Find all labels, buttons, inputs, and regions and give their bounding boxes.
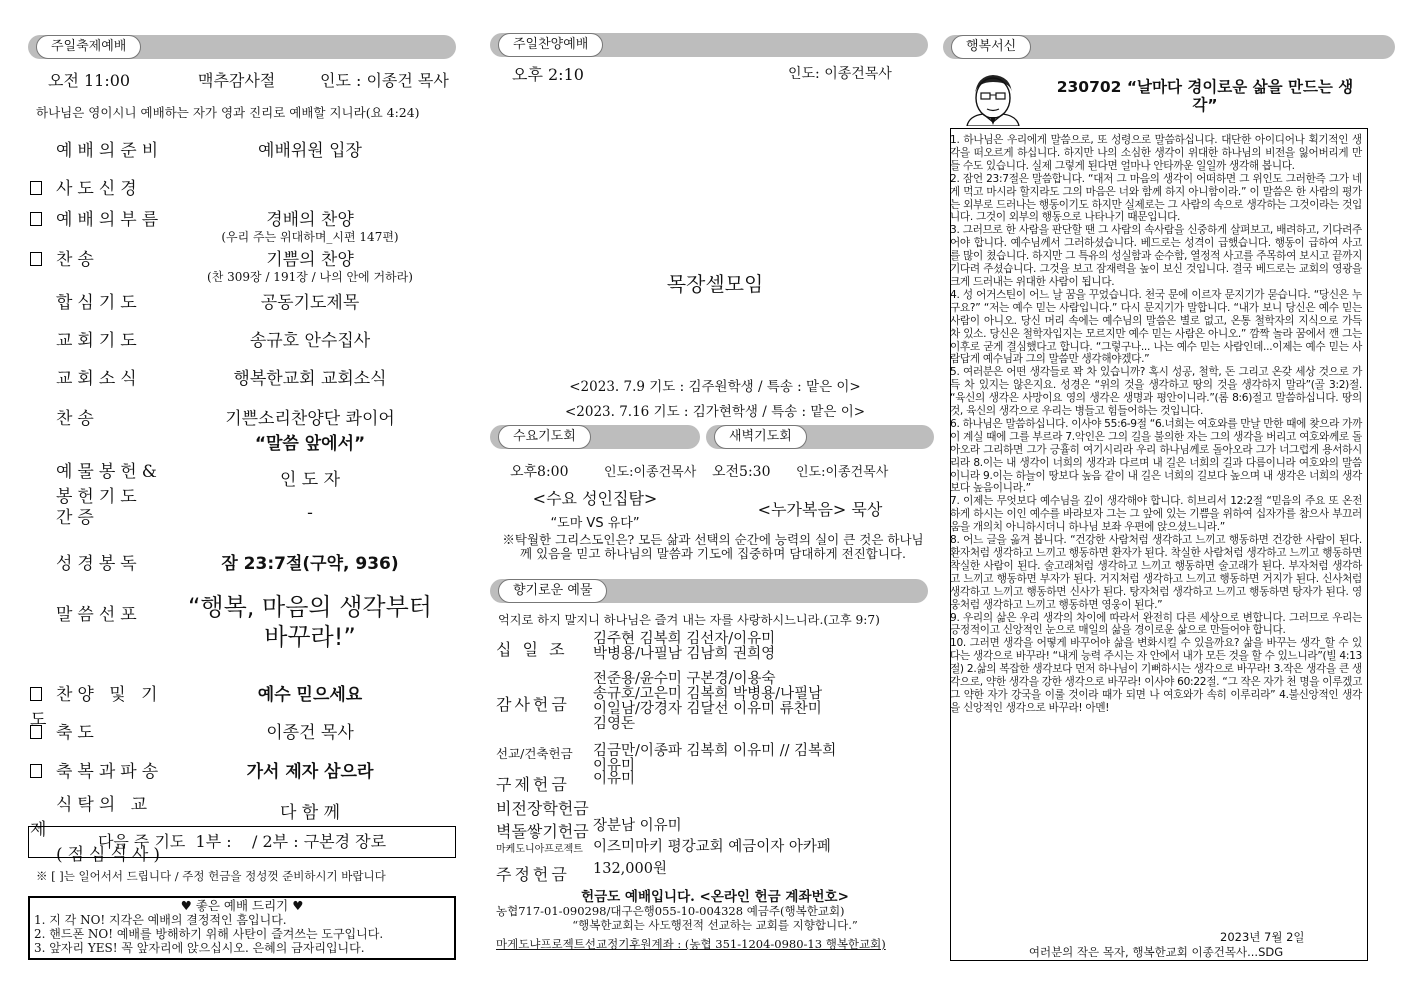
- section-tab-label: 행복서신: [951, 35, 1031, 59]
- offering-verse: 억지로 하지 말지니 하나님은 즐겨 내는 자를 사랑하시느니라.(고후 9:7): [498, 613, 880, 627]
- worship-order-value: [180, 503, 440, 523]
- worship-order-value-text: 행복한교회 교회소식: [233, 369, 387, 389]
- dawn-tab-bar: [706, 425, 934, 449]
- letter-paragraph: 8. 어느 글을 옮겨 봅니다. “건강한 사람처럼 생각하고 느끼고 행동하면 건강한 사람이 된다. 환자처럼 생각하고 느끼고 행동하면 환자가 된다. 착실한 사람처럼 생각하고 느끼고 행동하면 착실한 사람이 된다. 술고래처럼 생각하고 느끼고 행동하면 술고래가 된다. 부자처럼 생각하고 느끼고 행동하면 부자가 된다. 거지처럼 생각하고 느끼고 행동하면 거지가 된다. 신사처럼 생각하고 느끼고 행동하면 신사가 된다. 탕자처럼 생각하고 느끼고 행동하면 탕자가 된다. 영웅처럼 생각하고 느끼고 행동하면 영웅이 된다.”: [950, 534, 1362, 611]
- letter-paragraph: 4. 성 어거스틴이 어느 날 꿈을 꾸었습니다. 천국 문에 이르자 문지기가 묻습니다. “당신은 누구요?” “저는 예수 믿는 사람입니다.” 다시 문지기가 말합니다. “내가 보니 당신은 예수 믿는 사람이 아니오. 당신 머리 속에는 예수님의 말씀은 별로 없고, 온통 철학자의 지식으로 가득 차 있소. 당신은 철학자입지는 모르지만 예수 믿는 사람은 아니오.” 깜짝 놀라 꿈에서 깬 그는 이후로 굳게 결심했다고 합니다. “그렇구나... 나는 예수 믿는 사람인데...이제는 예수 믿는 사람답게 예수님과 그의 말씀만 생각해야겠다.”: [950, 288, 1362, 366]
- worship-order-label: [30, 288, 170, 313]
- worship-order-value: [180, 592, 440, 652]
- worship-order-label-text: 사도신경: [56, 179, 142, 199]
- prayer-note: ※탁월한 그리스도인은? 모든 삶과 선택의 순간에 능력의 실이 큰 것은 하나님께 있음을 믿고 하나님의 말씀과 기도에 집중하며 담대하게 전진합니다.: [502, 532, 924, 561]
- afternoon-leader: 인도: 이종건목사: [788, 66, 892, 82]
- offering-names: 김주현 김복희 김선자/이유미 박병용/나필남 김남희 권희영: [593, 631, 776, 662]
- worship-order-value-text: 경배의 찬양: [266, 210, 354, 230]
- worship-order-label-text: 찬양 및 기도: [30, 685, 163, 730]
- worship-order-label-text: 식탁의 교제: [30, 795, 153, 840]
- worship-order-value-text: 인 도 자: [279, 470, 341, 490]
- wed-title: <수요 성인집탐>: [532, 489, 658, 508]
- wed-leader: 인도:이종건목사: [604, 465, 697, 480]
- worship-order-label-text: 찬송: [56, 409, 99, 429]
- good-worship-line-2: 2. 핸드폰 NO! 예배를 방해하기 위해 사탄이 즐겨쓰는 도구입니다.: [34, 927, 384, 941]
- offering-names: 김금만/이종파 김복희 이유미 // 김복희 이유미: [593, 743, 837, 774]
- section-tab-bar: [943, 35, 1395, 59]
- letter-title: 230702 “날마다 경이로운 삶을 만드는 생각”: [1056, 78, 1354, 114]
- letter-paragraph: 6. 하나님은 말씀하십니다. 이사야 55:6-9절 “6.너희는 여호와를 만날 만한 때에 찾으라 가까이 계실 때에 그를 부르라 7.악인은 그의 길을 불의한 자는 그의 생각을 버리고 여호와께로 돌아오라 그리하면 그가 긍휼히 여기시리라 우리 하나님께로 돌아오라 그가 너그럽게 용서하시리라 8.이는 내 생각이 너희의 생각과 다르며 내 길은 너희의 길과 다름이니라 여호와의 말씀이니라 9.이는 하늘이 땅보다 높음 같이 내 길은 너희의 길보다 높으며 내 생각은 너희의 생각보다 높음이니라.”: [950, 417, 1362, 495]
- worship-order-value-text: 공동기도제목: [260, 293, 360, 313]
- schedule-line-1: <2023. 7.9 기도 : 김주원학생 / 특송 : 맡은 이>: [569, 379, 861, 395]
- offering-tab-bar: [490, 579, 928, 603]
- offering-names: 장분남 이유미: [593, 818, 682, 834]
- section-tab-bar: [28, 35, 456, 59]
- worship-order-value-text: “행복, 마음의 생각부터: [188, 593, 432, 621]
- afternoon-time: 오후 2:10: [512, 65, 584, 84]
- letter-paragraph: 10. 그러면 생각을 어떻게 바꾸어야 삶을 변화시킬 수 있을까요? 삶을 바꾸는 생각_할 수 있다는 생각으로 바꾸라! “내게 능력 주시는 자 안에서 내가 모든 것을 할 수 있느니라”(빌 4:13절) 2.삶의 복잡한 생각보다 먼저 하나님이 기뻐하시는 생각으로 바꾸라! 3.작은 생각을 큰 생각으로, 약한 생각을 강한 생각으로 바꾸라! 이사야 60:22절. “그 작은 자가 천 명을 이루겠고 그 약한 자가 강국을 이룰 것이라 때가 되면 나 여호와가 속히 이루리라” 4.불신앙적인 생각을 신앙적인 생각으로 바꾸라! 아멘!: [950, 637, 1362, 714]
- worship-order-label-text: 예배의준비: [56, 141, 164, 161]
- offering-names: 132,000원: [593, 861, 667, 877]
- worship-order-label-line2: (점심식사): [56, 845, 165, 865]
- worship-order-label: [30, 757, 170, 782]
- worship-order-value-text: 잠 23:7절(구약, 936): [221, 554, 399, 574]
- letter-paragraph: 7. 이제는 무엇보다 예수님을 깊이 생각해야 합니다. 히브리서 12:2절 “믿음의 주요 또 온전하게 하시는 이인 예수를 바라보자 그는 그 앞에 있는 기쁨을 위하여 십자가를 참으사 부끄러움을 개의치 아니하시더니 하나님 보좌 우편에 앉으셨느니라.”: [950, 495, 1362, 534]
- worship-order-value: [180, 364, 440, 389]
- worship-order-value: [180, 549, 440, 574]
- worship-order-value-text: -: [307, 503, 313, 523]
- worship-order-value: [180, 136, 440, 161]
- worship-order-label-text: 예물봉헌&: [56, 462, 162, 482]
- letter-paragraph: 3. 그러므로 한 사람을 판단할 땐 그 사람의 속사람을 신중하게 살펴보고, 배려하고, 기다려주어야 합니다. 예수님께서 그러하셨습니다. 베드로는 성격이 급했습니다. 행동이 급하여 사고를 많이 쳤습니다. 하지만 그 특유의 성실함과 순수함, 열정적 사고를 주목하여 보시고 끝까지 기다려 주셨습니다. 그것을 보고 잠재력을 높이 보신 것입니다. 결국 베드로는 교회의 영광을 크게 드러내는 위대한 사람이 됩니다.: [950, 224, 1362, 288]
- standing-box-icon: [30, 181, 42, 195]
- offering-label: 구제헌금: [496, 775, 570, 794]
- worship-order-value-text: 다 함 께: [279, 803, 341, 823]
- worship-order-label: [30, 549, 170, 574]
- worship-order-value-text: 송규호 안수집사: [249, 331, 371, 351]
- online-account: 농협717-01-090298/대구은행055-10-004328 예금주(행복한교회): [496, 904, 845, 918]
- letter-paragraph: 2. 잠언 23:7절은 말씀합니다. “대저 그 마음의 생각이 어떠하면 그 위인도 그러한즉 그가 네게 먹고 마시라 할지라도 그의 마음은 너와 함께 하지 아니함이라.” 이 말씀은 한 사람의 평가는 외부로 드러나는 행동이기도 하지만 실제로는 그 사람의 속으로 생각하는 그것이라는 것입니다. 그것이 외부의 행동으로 나타나기 때문입니다.: [950, 172, 1362, 224]
- cell-meeting-title: 목장셀모임: [666, 272, 764, 296]
- worship-order-label: [30, 718, 170, 743]
- worship-order-label: [30, 136, 170, 161]
- worship-order-value-line2: “말씀 앞에서”: [254, 434, 366, 454]
- worship-order-value: [180, 680, 440, 705]
- worship-order-value: [180, 404, 440, 454]
- worship-order-label-line2: 봉헌기도: [56, 487, 142, 507]
- worship-order-label-text: 성경봉독: [56, 554, 142, 574]
- wed-tab-bar: [490, 425, 700, 449]
- wed-tab-label: 수요기도회: [498, 425, 591, 449]
- standing-note: ※ [ ]는 일어서서 드립니다 / 주정 헌금을 정성껏 준비하시기 바랍니다: [36, 869, 386, 883]
- service-time: 오전 11:00: [48, 71, 131, 90]
- schedule-line-2: <2023. 7.16 기도 : 김가현학생 / 특송 : 맡은 이>: [564, 404, 866, 420]
- worship-order-value: [180, 245, 440, 284]
- good-worship-box: [28, 896, 456, 960]
- worship-order-label: [30, 600, 170, 625]
- worship-order-label-text: 간증: [56, 508, 99, 528]
- good-worship-title: ♥ 좋은 예배 드리기 ♥: [180, 898, 304, 913]
- worship-order-value-text: 기쁜소리찬양단 콰이어: [225, 409, 395, 429]
- service-event: 맥추감사절: [198, 71, 276, 90]
- standing-box-icon: [30, 212, 42, 226]
- next-prayer-box: [28, 826, 456, 858]
- worship-order-value-text: 가서 제자 삼으라: [246, 762, 374, 782]
- section-tab-bar: [490, 33, 928, 57]
- letter-date: 2023년 7월 2일: [1220, 930, 1305, 944]
- worship-order-value-text: 이종건 목사: [266, 723, 354, 743]
- worship-order-label: [30, 364, 170, 389]
- worship-order-label-text: 축복과파송: [56, 762, 164, 782]
- offering-label: 감사헌금: [496, 695, 570, 714]
- worship-order-value: [180, 798, 440, 823]
- offering-label: 벽돌쌓기헌금: [496, 822, 589, 841]
- worship-order-value: [180, 465, 440, 490]
- worship-order-label: [30, 326, 170, 351]
- next-prayer-text: 다음 주 기도 1부 : / 2부 : 구본경 장로: [97, 832, 387, 851]
- worship-order-label-text: 찬송: [56, 250, 99, 270]
- pastor-portrait: [959, 70, 1029, 126]
- offering-names: 이유미: [593, 771, 636, 787]
- worship-order-subtext: (우리 주는 위대하며_시편 147편): [221, 230, 399, 244]
- offering-label: 십 일 조: [496, 640, 568, 659]
- service-verse: 하나님은 영이시니 예배하는 자가 영과 진리로 예배할 지니라(요 4:24): [36, 105, 420, 120]
- offering-label: 마케도니아프로젝트: [496, 844, 583, 855]
- letter-body: [950, 134, 1362, 715]
- offering-tab-label: 향기로운 예물: [498, 579, 607, 603]
- worship-order-label-text: 교회기도: [56, 331, 142, 351]
- standing-box-icon: [30, 687, 42, 701]
- column-sunday-worship: [0, 0, 470, 992]
- worship-order-value-line2: 바꾸라!”: [264, 623, 356, 651]
- worship-order-value: [180, 205, 440, 244]
- section-tab-label: 주일찬양예배: [498, 33, 603, 57]
- worship-order-label: [30, 503, 170, 528]
- worship-order-value: [180, 718, 440, 743]
- offering-label: 비전장학헌금: [496, 799, 589, 818]
- worship-order-label: [30, 245, 170, 270]
- dawn-tab-label: 새벽기도회: [714, 425, 807, 449]
- worship-order-label: [30, 457, 170, 507]
- good-worship-line-1: 1. 지 각 NO! 지각은 예배의 결정적인 흠입니다.: [34, 913, 287, 927]
- dawn-time: 오전5:30: [712, 464, 771, 480]
- worship-order-subtext: (찬 309장 / 191장 / 나의 안에 거하라): [207, 270, 413, 284]
- dawn-title: <누가복음> 묵상: [757, 500, 883, 519]
- good-worship-line-3: 3. 앞자리 YES! 꼭 앞자리에 앉으십시오. 은혜의 금자리입니다.: [34, 941, 365, 955]
- worship-order-label: [30, 205, 170, 230]
- worship-order-label-text: 교회소식: [56, 369, 142, 389]
- worship-order-label-text: 합심기도: [56, 293, 142, 313]
- worship-order-value-text: 예배위원 입장: [258, 141, 362, 161]
- letter-paragraph: 9. 우리의 삶은 우리 생각의 차이에 따라서 완전히 다른 세상으로 변합니다. 그러므로 우리는 긍정적이고 신앙적인 눈으로 매일의 삶을 경이로운 삶으로 만들어야 합니다.: [950, 611, 1362, 637]
- worship-order-label: [30, 174, 170, 199]
- wed-time: 오후8:00: [510, 464, 569, 480]
- column-afternoon-worship: [480, 0, 930, 992]
- worship-order-label: [30, 404, 170, 429]
- worship-order-value-text: 예수 믿으세요: [257, 685, 363, 705]
- offering-names: 이즈미마키 평강교회 예금이자 아카페: [593, 839, 831, 855]
- letter-signature: 여러분의 작은 목자, 행복한교회 이종건목사...SDG: [1028, 945, 1284, 959]
- mission-account: 마게도냐프로젝트선교정기후원계좌 : (농협 351-1204-0980-13 행복한교회): [496, 937, 886, 951]
- section-tab-label: 주일축제예배: [36, 35, 141, 59]
- worship-order-label-text: 예배의부름: [56, 210, 164, 230]
- standing-box-icon: [30, 764, 42, 778]
- offering-label: 선교/건축헌금: [496, 746, 573, 761]
- letter-paragraph: 1. 하나님은 우리에게 말씀으로, 또 성령으로 말씀하십니다. 대단한 아이디어나 획기적인 생각을 떠오르게 하십니다. 하지만 나의 소심한 생각이 위대한 하나님의 비전을 잃어버리게 만들 수도 있습니다. 실제 그렇게 된다면 얼마나 안타까운 일일까 생각해 봅니다.: [950, 134, 1362, 172]
- worship-order-value: [180, 326, 440, 351]
- offering-label: 주정헌금: [496, 865, 570, 884]
- standing-box-icon: [30, 725, 42, 739]
- worship-order-value: [180, 288, 440, 313]
- account-note: “행복한교회는 사도행전적 선교하는 교회를 지향합니다.”: [572, 918, 858, 932]
- worship-order-label-text: 말씀선포: [56, 605, 142, 625]
- service-leader: 인도 : 이종건 목사: [320, 71, 449, 90]
- offering-names: 전준용/윤수미 구본경/이용숙 송규호/고은미 김복희 박병용/나필남 이일남/강경자 김달선 이유미 류찬미 김영돈: [593, 671, 823, 732]
- online-offering-title: 헌금도 예배입니다. <온라인 헌금 계좌번호>: [581, 889, 849, 905]
- worship-order-value: [180, 757, 440, 782]
- worship-order-value-text: 기쁨의 찬양: [266, 250, 354, 270]
- wed-subtitle: “도마 VS 유다”: [550, 516, 640, 531]
- worship-order-label-text: 축도: [56, 723, 99, 743]
- standing-box-icon: [30, 252, 42, 266]
- dawn-leader: 인도:이종건목사: [796, 465, 889, 480]
- letter-paragraph: 5. 여러분은 어떤 생각들로 꽉 차 있습니까? 혹시 성공, 철학, 돈 그리고 온갖 세상 것으로 가득 차 있지는 않은지요. 성경은 “위의 것을 생각하고 땅의 것을 생각하지 말라”(골 3:2)절. “육신의 생각은 사망이요 영의 생각은 생명과 평안이니라.”(롬 8:6)절고 말씀하십니다. 땅의 것, 육신의 생각으로 우리는 병들고 힘들어하는 것입니다.: [950, 366, 1362, 418]
